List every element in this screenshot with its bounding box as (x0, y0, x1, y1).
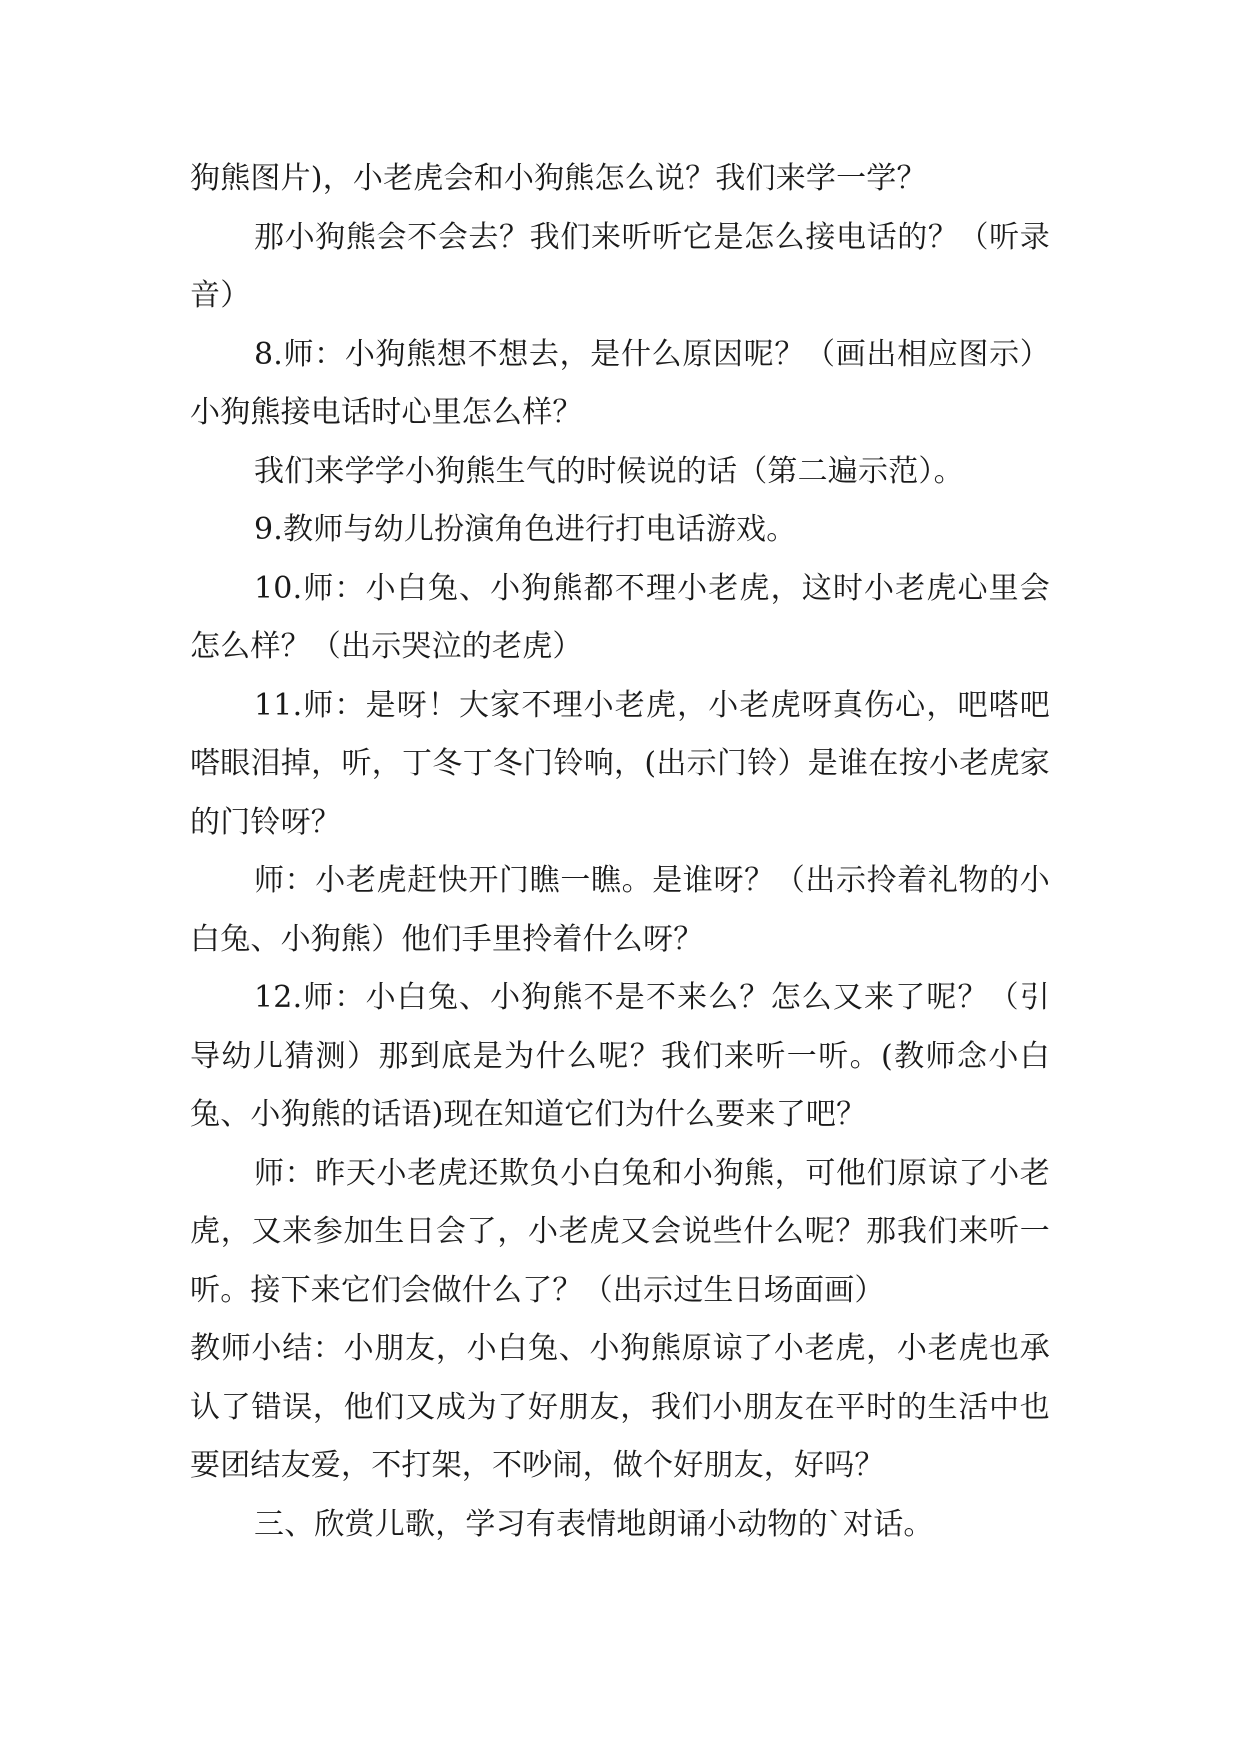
paragraph-6: 10.师：小白兔、小狗熊都不理小老虎，这时小老虎心里会怎么样？（出示哭泣的老虎） (190, 570, 1050, 664)
paragraph-4: 我们来学学小狗熊生气的时候说的话（第二遍示范）。 (254, 453, 964, 489)
paragraph-2: 那小狗熊会不会去？我们来听听它是怎么接电话的？（听录音） (190, 219, 1050, 313)
paragraph-3: 8.师：小狗熊想不想去，是什么原因呢？（画出相应图示）小狗熊接电话时心里怎么样？ (190, 336, 1050, 430)
paragraph-9: 12.师：小白兔、小狗熊不是不来么？怎么又来了呢？（引导幼儿猜测）那到底是为什么呢？我们来听一听。(教师念小白兔、小狗熊的话语)现在知道它们为什么要来了吧？ (190, 980, 1050, 1132)
paragraph-8: 师：小老虎赶快开门瞧一瞧。是谁呀？（出示拎着礼物的小白兔、小狗熊）他们手里拎着什么呀？ (190, 863, 1050, 957)
document-page (190, 150, 1050, 1554)
paragraph-7: 11.师：是呀！大家不理小老虎，小老虎呀真伤心，吧嗒吧嗒眼泪掉，听，丁冬丁冬门铃响，(出示门铃）是谁在按小老虎家的门铃呀？ (190, 687, 1050, 840)
paragraph-11: 教师小结：小朋友，小白兔、小狗熊原谅了小老虎，小老虎也承认了错误，他们又成为了好朋友，我们小朋友在平时的生活中也要团结友爱，不打架，不吵闹，做个好朋友，好吗？ (190, 1331, 1050, 1483)
paragraph-5: 9.教师与幼儿扮演角色进行打电话游戏。 (254, 512, 797, 547)
paragraph-12: 三、欣赏儿歌，学习有表情地朗诵小动物的`对话。 (254, 1506, 934, 1542)
paragraph-1: 狗熊图片)，小老虎会和小狗熊怎么说？我们来学一学？ (190, 161, 927, 196)
paragraph-10: 师：昨天小老虎还欺负小白兔和小狗熊，可他们原谅了小老虎，又来参加生日会了，小老虎又会说些什么呢？那我们来听一听。接下来它们会做什么了？（出示过生日场面画） (190, 1155, 1050, 1308)
